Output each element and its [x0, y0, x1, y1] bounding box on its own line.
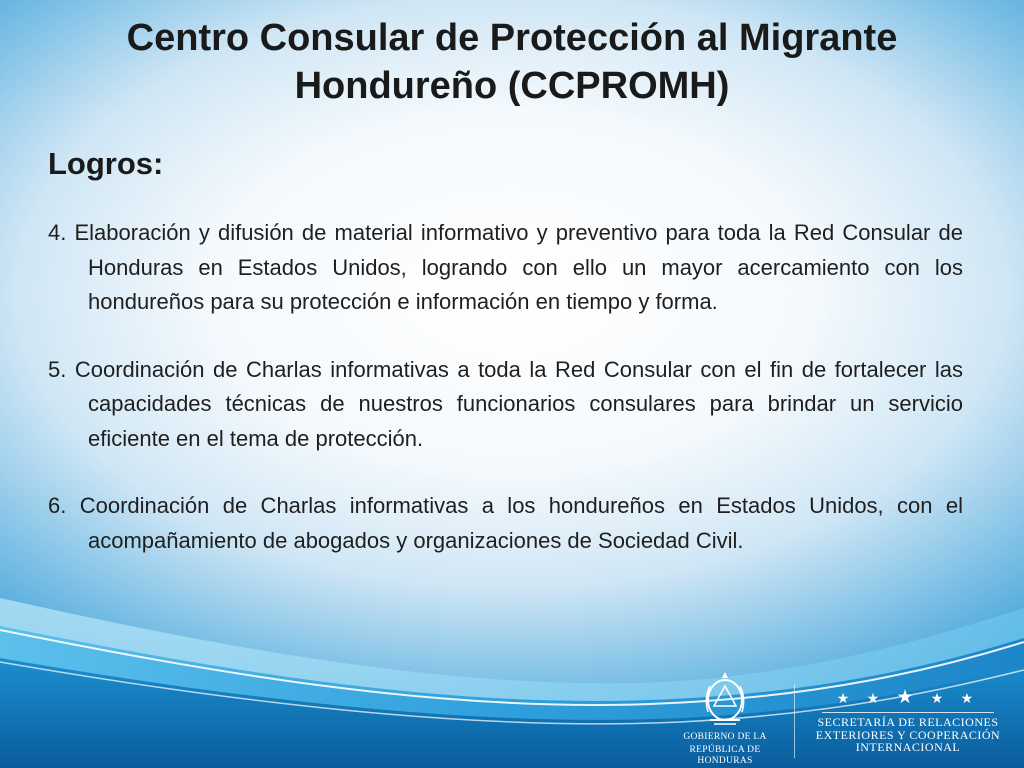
ministry-name-line3: INTERNACIONAL — [855, 740, 961, 754]
government-logo — [665, 668, 785, 764]
ministry-logo-rule — [822, 712, 994, 713]
five-stars-icon: ★ ★ ★ ★ ★ — [836, 687, 980, 708]
ministry-name-line1: SECRETARÍA DE RELACIONES — [817, 715, 999, 729]
coat-of-arms-icon — [700, 668, 750, 730]
ministry-name-line2: EXTERIORES Y COOPERACIÓN — [815, 727, 1001, 742]
ministry-logo — [808, 688, 1008, 754]
list-item: 5. Coordinación de Charlas informativas a toda la Red Consular con el fin de fortalecer las capacidades técnicas de nuestros funcionarios consulares para brindar un servicio eficiente en el tema de protección. — [48, 356, 963, 451]
achievements-list — [48, 216, 963, 591]
list-item: 4. Elaboración y difusión de material informativo y preventivo para toda la Red Consular de Honduras en Estados Unidos, logrando con ello un mayor acercamiento con los hondureños para su protección e información en tiempo y forma. — [48, 220, 963, 314]
footer-divider — [794, 684, 795, 758]
government-name-line2: REPÚBLICA DE HONDURAS — [689, 745, 761, 766]
slide-title: Centro Consular de Protección al Migrante Hondureño (CCPROMH) — [126, 17, 898, 107]
government-name-line1: GOBIERNO DE LA — [683, 732, 767, 742]
section-heading: Logros: — [48, 146, 164, 181]
list-item: 6. Coordinación de Charlas informativas a los hondureños en Estados Unidos, con el acompañamiento de abogados y organizaciones de Sociedad Civil. — [48, 493, 963, 553]
